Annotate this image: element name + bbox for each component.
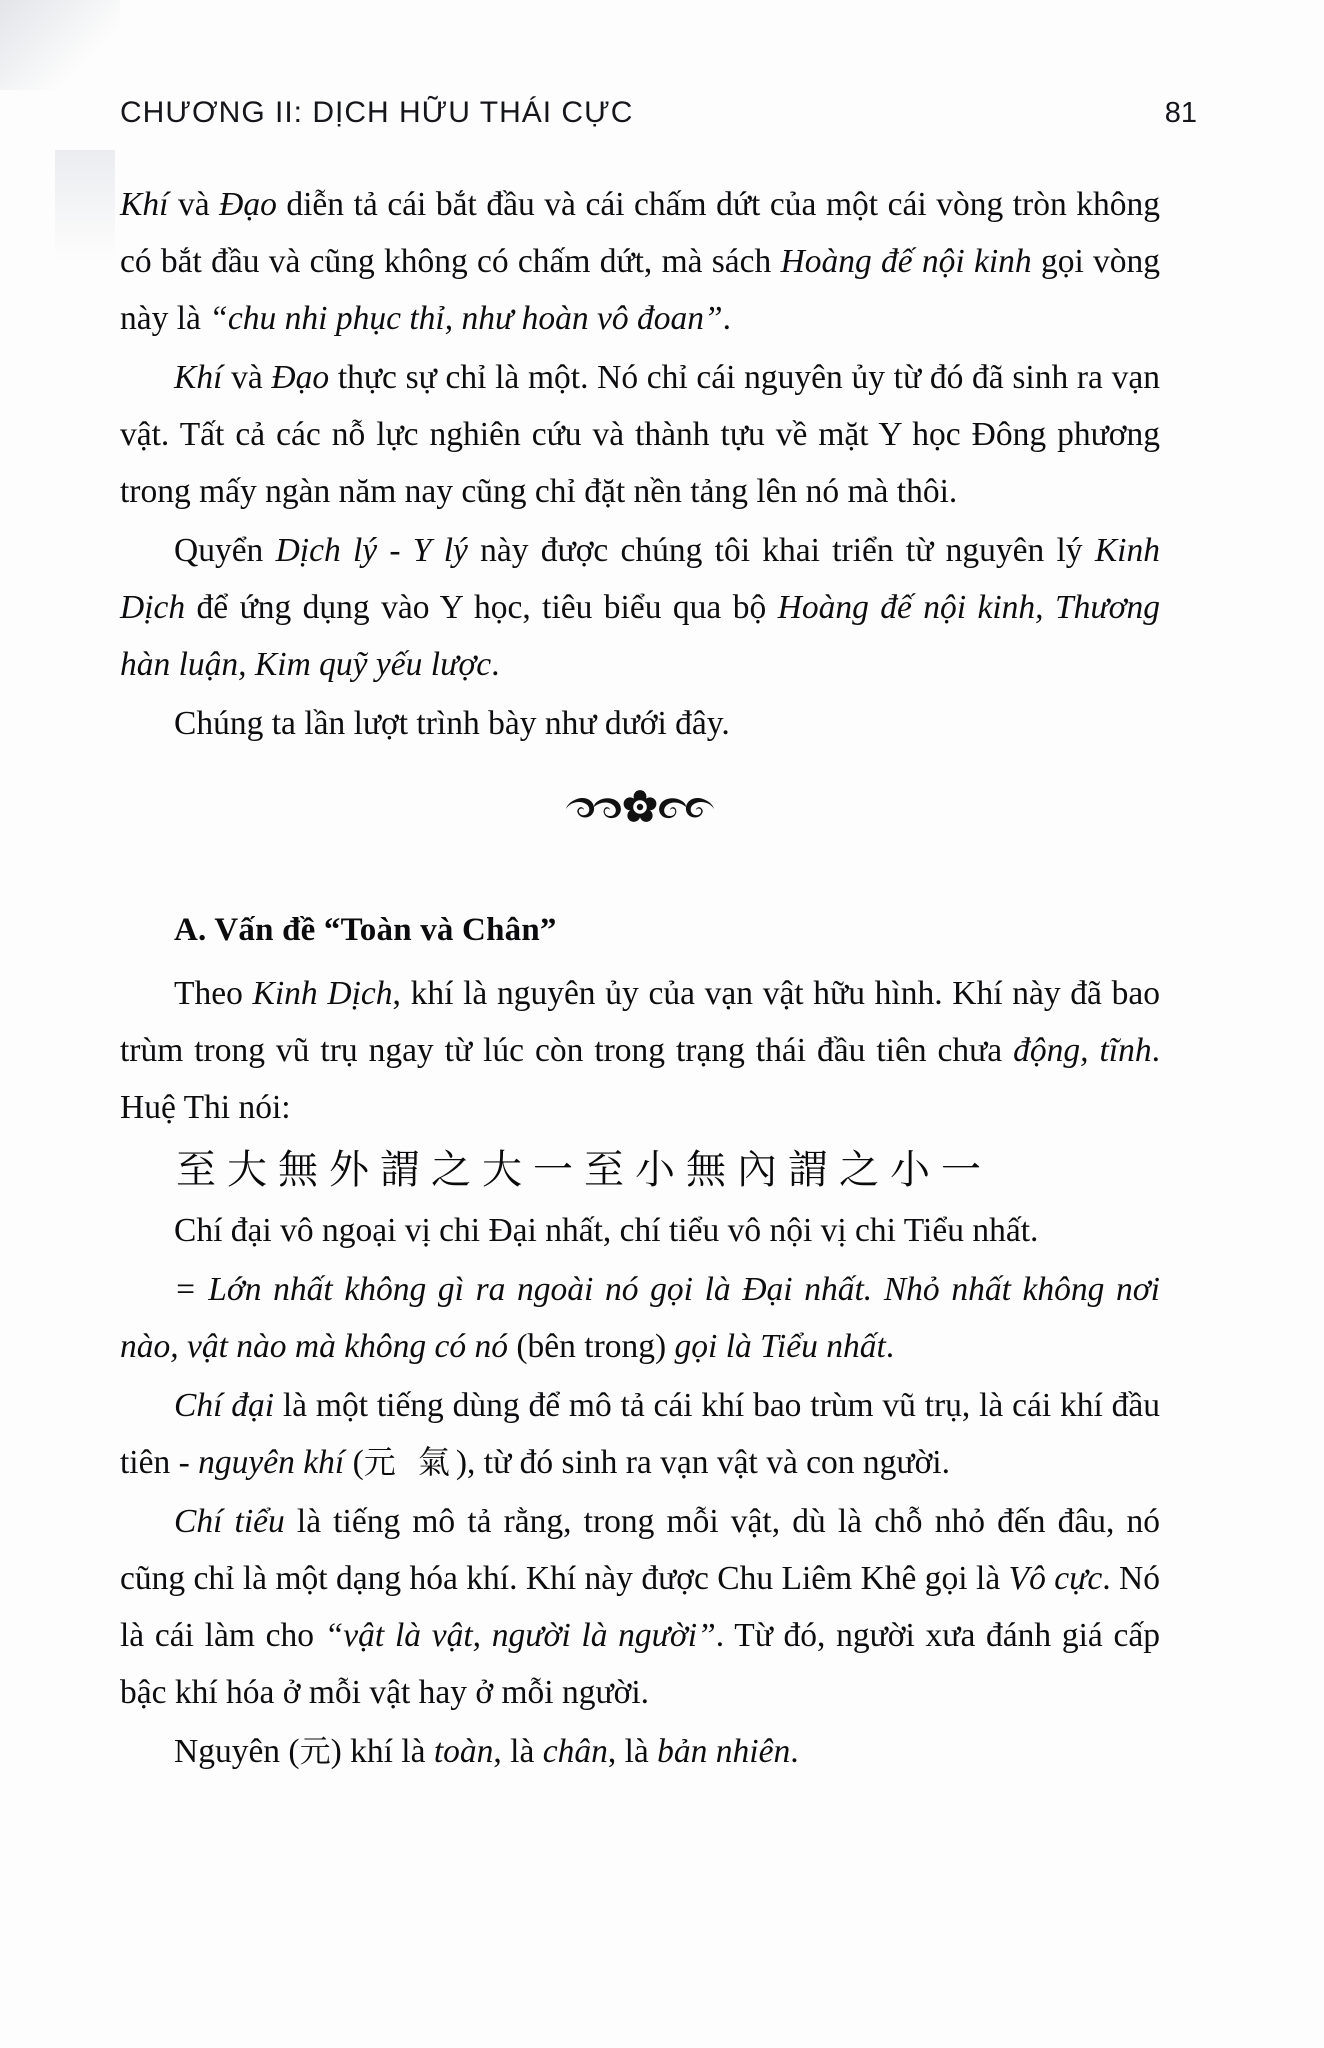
page-content [120, 96, 1205, 1783]
p1-italic-khi: Khí [120, 186, 169, 223]
body-text [120, 176, 1160, 1781]
p9-text-mid: . Nó là cái làm cho [120, 1560, 1160, 1654]
section-heading-a: A. Vấn đề “Toàn và Chân” [174, 912, 557, 948]
floral-scroll-divider-icon [120, 778, 1160, 832]
p7-italic-tail: gọi là Tiểu nhất [674, 1328, 886, 1365]
p10-text-mid: ) khí là [330, 1733, 434, 1770]
p9-italic-quote: “vật là vật, người là người” [324, 1617, 716, 1654]
paragraph-8 [120, 1377, 1160, 1491]
p7-italic-lead: = Lớn nhất không gì ra ngoài nó gọi là Đại nhất. Nhỏ nhất không nơi nào, vật nào mà không có nó [120, 1271, 1160, 1365]
p8-text-open-paren: ( [344, 1444, 364, 1481]
p10-italic-toan: toàn [433, 1733, 494, 1770]
p8-italic-chidai: Chí đại [174, 1387, 275, 1424]
paragraph-7-gloss [120, 1261, 1160, 1375]
scan-edge-shadow-secondary [55, 150, 115, 280]
p3-italic-booktitle: Dịch lý - Y lý [275, 532, 468, 569]
p1-text-tail: gọi vòng này là [120, 243, 1161, 337]
p1-italic-quote: “chu nhi phục thỉ, như hoàn vô đoan” [209, 300, 723, 337]
p10-text-sep1: , là [493, 1733, 543, 1770]
p9-italic-vocuc: Vô cực [1008, 1560, 1103, 1597]
paragraph-4: Chúng ta lần lượt trình bày như dưới đây. [174, 705, 730, 742]
paragraph-9 [120, 1493, 1160, 1721]
p9-text-tail: . Từ đó, người xưa đánh giá cấp bậc khí hóa ở mỗi vật hay ở mỗi người. [120, 1617, 1160, 1711]
p10-text-lead: Nguyên ( [174, 1733, 300, 1770]
p3-text-mid2: để ứng dụng vào Y học, tiêu biểu qua bộ [185, 589, 778, 626]
paragraph-5 [120, 965, 1160, 1136]
p7-text-period: . [885, 1328, 895, 1365]
p10-chinese-nguyen: 元 [299, 1734, 331, 1770]
p10-italic-bannhien: bản nhiên [657, 1733, 791, 1770]
p3-text-lead: Quyển [174, 532, 276, 569]
p7-text-paren: (bên trong) [516, 1328, 675, 1365]
p10-text-sep2: , là [607, 1733, 658, 1770]
p1-italic-dao: Đạo [219, 186, 277, 223]
page-number: 81 [1164, 97, 1197, 129]
p3-italic-kinhdich: Kinh Dịch [120, 532, 1160, 626]
paragraph-6-transliteration: Chí đại vô ngoại vị chi Đại nhất, chí tiểu vô nội vị chi Tiểu nhất. [174, 1212, 1039, 1249]
p2-italic-dao: Đạo [271, 359, 330, 396]
p8-text-main: là một tiếng dùng để mô tả cái khí bao trùm vũ trụ, là cái khí đầu tiên - [120, 1387, 1160, 1481]
p10-text-period: . [790, 1733, 799, 1770]
p3-text-period: . [491, 646, 500, 683]
running-head [120, 96, 1205, 130]
p5-italic-kinhdich: Kinh Dịch [252, 975, 393, 1012]
p2-text-main: thực sự chỉ là một. Nó chỉ cái nguyên ủy từ đó đã sinh ra vạn vật. Tất cả các nỗ lực nghiên cứu và thành tựu về mặt Y học Đông phương trong mấy ngàn năm nay cũng chỉ đặt nền tảng lên nó mà thôi. [120, 359, 1160, 510]
p1-italic-title: Hoàng đế nội kinh [780, 243, 1032, 280]
chapter-title: CHƯƠNG II: DỊCH HỮU THÁI CỰC [120, 96, 634, 129]
paragraph-2 [120, 349, 1160, 520]
p1-text-period: . [722, 300, 731, 337]
p1-text-main: diễn tả cái bắt đầu và cái chấm dứt của một cái vòng tròn không có bắt đầu và cũng không có chấm dứt, mà sách [120, 186, 1160, 280]
p2-text-and: và [222, 359, 272, 396]
p9-italic-chitieu: Chí tiểu [174, 1503, 285, 1540]
p1-text-and: và [168, 186, 220, 223]
p8-text-tail: ), từ đó sinh ra vạn vật và con người. [455, 1444, 950, 1481]
paragraph-10 [120, 1723, 1160, 1781]
p5-italic-dongtinh: động, tĩnh [1013, 1032, 1152, 1069]
scan-edge-shadow [0, 0, 120, 90]
p5-text-tail: . Huệ Thi nói: [120, 1032, 1160, 1126]
paragraph-3 [120, 522, 1160, 693]
p5-text-main: , khí là nguyên ủy của vạn vật hữu hình. Khí này đã bao trùm trong vũ trụ ngay từ lúc còn trong trạng thái đầu tiên chưa [120, 975, 1160, 1069]
p8-chinese-nguyenkhi: 元 氣 [363, 1443, 456, 1481]
p2-italic-khi: Khí [174, 359, 223, 396]
p5-text-lead: Theo [174, 975, 253, 1012]
paragraph-1 [120, 176, 1160, 347]
p10-italic-chan: chân [542, 1733, 608, 1770]
p3-text-mid: này được chúng tôi khai triển từ nguyên lý [467, 532, 1095, 569]
p8-italic-nguyenkhi: nguyên khí [198, 1444, 345, 1481]
p3-italic-classics: Hoàng đế nội kinh, Thương hàn luận, Kim quỹ yếu lược [120, 589, 1161, 683]
chinese-quotation: 至大無外謂之大一至小無內謂之小一 [176, 1147, 992, 1193]
p9-text-main: là tiếng mô tả rằng, trong mỗi vật, dù là chỗ nhỏ đến đâu, nó cũng chỉ là một dạng hóa khí. Khí này được Chu Liêm Khê gọi là [120, 1503, 1160, 1597]
